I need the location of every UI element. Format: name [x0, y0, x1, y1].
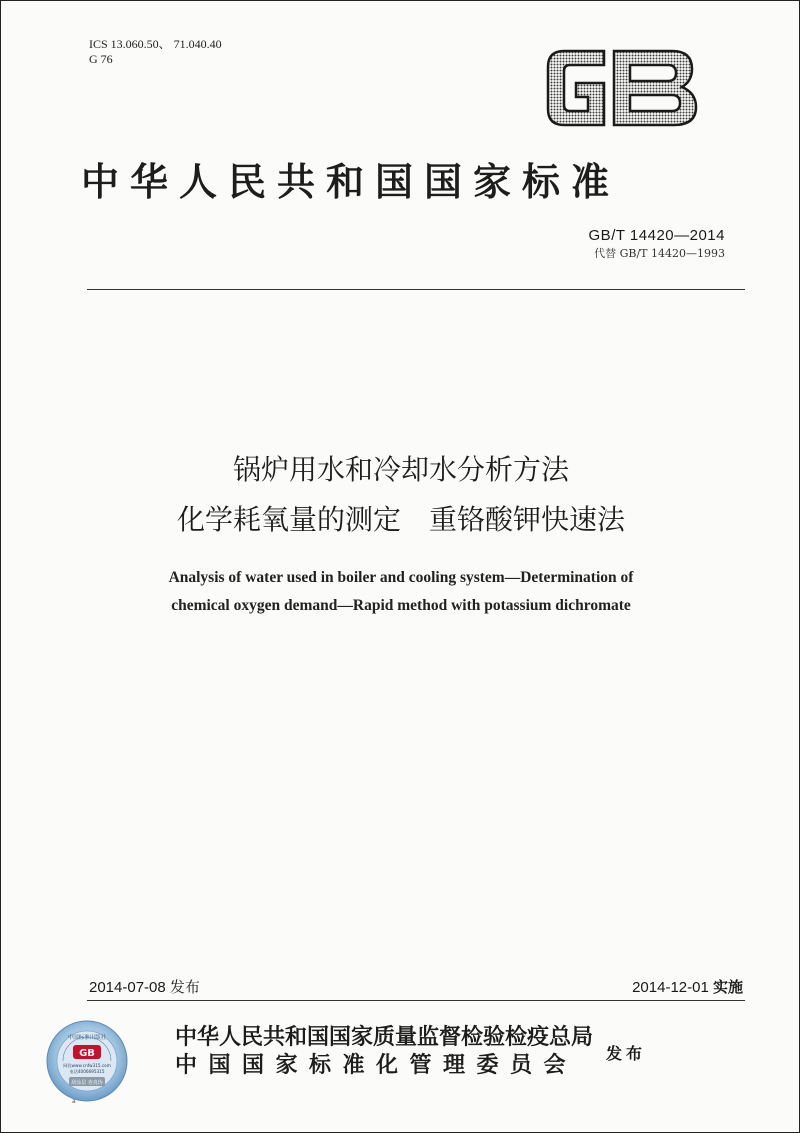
seal-line3: 刮涂层 查真伪	[71, 1080, 103, 1086]
svg-text:GB: GB	[79, 1048, 95, 1059]
seal-line1: 网验www.cnfw315.com	[63, 1063, 111, 1068]
title-en-line2: chemical oxygen demand—Rapid method with potassium dichromate	[171, 597, 631, 614]
issuing-authorities	[175, 1023, 593, 1079]
implement-date	[632, 976, 743, 997]
title-cn-line1: 锅炉用水和冷却水分析方法	[232, 453, 569, 486]
issue-date	[89, 976, 200, 997]
title-en-line1: Analysis of water used in boiler and cooling system—Determination of	[168, 569, 634, 586]
page-marker: a	[72, 1098, 76, 1105]
anti-counterfeit-seal	[45, 1019, 129, 1103]
gb-logo	[544, 45, 700, 131]
issuer-aqsiq: 中华人民共和国国家质量监督检验检疫总局	[175, 1024, 594, 1050]
ics-code: ICS 13.060.50、 71.040.40	[89, 37, 222, 51]
standard-number: GB/T 14420—2014	[588, 227, 725, 244]
seal-line2: 电话4006695315	[69, 1069, 105, 1074]
top-divider	[87, 289, 745, 290]
replaces-note: 代替 GB/T 14420—1993	[594, 247, 725, 260]
issue-date-label: 发布	[169, 979, 200, 996]
ccs-code: G 76	[89, 52, 113, 66]
classification-codes	[89, 37, 222, 67]
standard-type-title: 中华人民共和国国家标准	[81, 159, 621, 204]
bottom-divider	[87, 1000, 745, 1001]
title-cn-line2: 化学耗氧量的测定 重铬酸钾快速法	[176, 503, 625, 536]
standard-number-block	[589, 227, 725, 261]
issuer-sac: 中国国家标准化管理委员会	[175, 1052, 578, 1078]
seal-ring-text: 中国标准出版社	[67, 1035, 107, 1041]
issue-date-value: 2014-07-08	[89, 979, 166, 996]
implement-date-label: 实施	[712, 979, 743, 996]
issue-action: 发布	[606, 1044, 647, 1063]
implement-date-value: 2014-12-01	[632, 979, 709, 996]
